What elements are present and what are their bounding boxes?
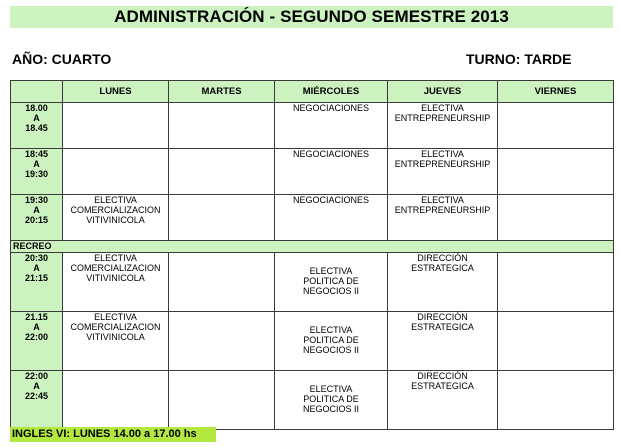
class-cell: [388, 253, 498, 312]
corner-cell: [11, 81, 63, 103]
time-line: 20:15: [24, 215, 49, 225]
class-text-line: NEGOCIOS II: [302, 404, 359, 414]
class-cell: [63, 195, 169, 241]
class-cell: [63, 103, 169, 149]
class-text-line: VITIVINICOLA: [86, 332, 145, 342]
class-text-line: ESTRATEGICA: [411, 381, 474, 391]
time-cell: [11, 312, 63, 371]
class-text-line: ESTRATEGICA: [411, 322, 474, 332]
class-text-line: VITIVINICOLA: [86, 215, 145, 225]
class-text-line: DIRECCIÓN: [417, 253, 468, 263]
time-cell: [11, 103, 63, 149]
class-text-line: ELECTIVA: [94, 195, 137, 205]
class-text-line: ENTREPRENEURSHIP: [394, 113, 491, 123]
class-cell: [63, 312, 169, 371]
time-line: 22:00: [24, 371, 49, 381]
class-text-line: VITIVINICOLA: [86, 273, 145, 283]
time-line: 21.15: [25, 312, 48, 322]
class-cell: [388, 312, 498, 371]
time-line: 22:00: [24, 332, 49, 342]
class-cell: [388, 195, 498, 241]
class-text-line: NEGOCIACIONES: [292, 103, 369, 113]
footer-note: INGLES VI: LUNES 14.00 a 17.00 hs: [10, 427, 216, 442]
class-cell: [275, 195, 388, 241]
class-text-line: NEGOCIOS II: [302, 345, 359, 355]
class-text-line: COMERCIALIZACION: [70, 205, 161, 215]
time-slot-row: [11, 195, 614, 241]
class-text-line: ENTREPRENEURSHIP: [394, 205, 491, 215]
time-line: 21:15: [24, 273, 49, 283]
break-row: [11, 241, 614, 253]
year-label: AÑO: CUARTO: [12, 51, 112, 67]
class-cell: [275, 253, 388, 312]
class-cell: [388, 103, 498, 149]
class-text-line: ELECTIVA: [421, 195, 464, 205]
class-text-line: NEGOCIACIONES: [292, 195, 369, 205]
class-text-line: POLITICA DE: [303, 276, 359, 286]
class-cell: [498, 149, 614, 195]
day-header: MIÉRCOLES: [275, 81, 388, 103]
time-slot-row: [11, 103, 614, 149]
class-text-line: POLITICA DE: [303, 394, 359, 404]
schedule-table: [10, 80, 614, 430]
class-text-line: ELECTIVA: [94, 253, 137, 263]
time-line: 18.00: [25, 103, 48, 113]
class-cell: [275, 371, 388, 430]
day-header: MARTES: [169, 81, 275, 103]
time-cell: [11, 149, 63, 195]
class-text-line: NEGOCIACIONES: [292, 149, 369, 159]
class-cell: [275, 103, 388, 149]
class-cell: [169, 312, 275, 371]
class-cell: [63, 371, 169, 430]
class-text-line: COMERCIALIZACION: [70, 322, 161, 332]
class-cell: [275, 149, 388, 195]
class-text-line: COMERCIALIZACION: [70, 263, 161, 273]
header-row: [11, 81, 614, 103]
class-cell: [169, 149, 275, 195]
class-cell: [498, 103, 614, 149]
class-cell: [498, 253, 614, 312]
class-text-line: ENTREPRENEURSHIP: [394, 159, 491, 169]
time-slot-row: [11, 371, 614, 430]
day-header: VIERNES: [498, 81, 614, 103]
time-line: 22:45: [24, 391, 49, 401]
time-line: A: [33, 159, 40, 169]
class-cell: [63, 253, 169, 312]
class-text-line: ELECTIVA: [94, 312, 137, 322]
class-cell: [388, 149, 498, 195]
time-line: 19:30: [24, 195, 49, 205]
class-cell: [275, 312, 388, 371]
class-text-line: ELECTIVA: [309, 325, 353, 335]
time-line: 19:30: [24, 169, 49, 179]
class-text-line: POLITICA DE: [303, 335, 359, 345]
time-line: A: [33, 381, 40, 391]
class-cell: [498, 371, 614, 430]
time-cell: [11, 371, 63, 430]
class-cell: [388, 371, 498, 430]
class-cell: [63, 149, 169, 195]
time-cell: [11, 195, 63, 241]
time-slot-row: [11, 149, 614, 195]
time-line: A: [33, 205, 40, 215]
time-slot-row: [11, 253, 614, 312]
class-text-line: DIRECCIÓN: [417, 371, 468, 381]
break-label: RECREO: [11, 241, 614, 253]
time-line: 18:45: [24, 149, 49, 159]
class-text-line: ESTRATEGICA: [411, 263, 474, 273]
class-text-line: ELECTIVA: [309, 266, 353, 276]
time-cell: [11, 253, 63, 312]
class-cell: [498, 195, 614, 241]
time-line: A: [33, 322, 40, 332]
time-line: A: [33, 263, 40, 273]
class-cell: [498, 312, 614, 371]
class-text-line: ELECTIVA: [421, 149, 464, 159]
class-text-line: ELECTIVA: [421, 103, 464, 113]
class-cell: [169, 103, 275, 149]
time-line: 20:30: [24, 253, 49, 263]
class-cell: [169, 371, 275, 430]
day-header: JUEVES: [388, 81, 498, 103]
class-cell: [169, 195, 275, 241]
document-title: ADMINISTRACIÓN - SEGUNDO SEMESTRE 2013: [10, 6, 613, 28]
shift-label: TURNO: TARDE: [466, 51, 572, 67]
day-header: LUNES: [63, 81, 169, 103]
class-cell: [169, 253, 275, 312]
class-text-line: DIRECCIÓN: [417, 312, 468, 322]
time-line: 18.45: [25, 123, 48, 133]
class-text-line: NEGOCIOS II: [302, 286, 359, 296]
class-text-line: ELECTIVA: [309, 384, 353, 394]
time-line: A: [33, 113, 40, 123]
time-slot-row: [11, 312, 614, 371]
